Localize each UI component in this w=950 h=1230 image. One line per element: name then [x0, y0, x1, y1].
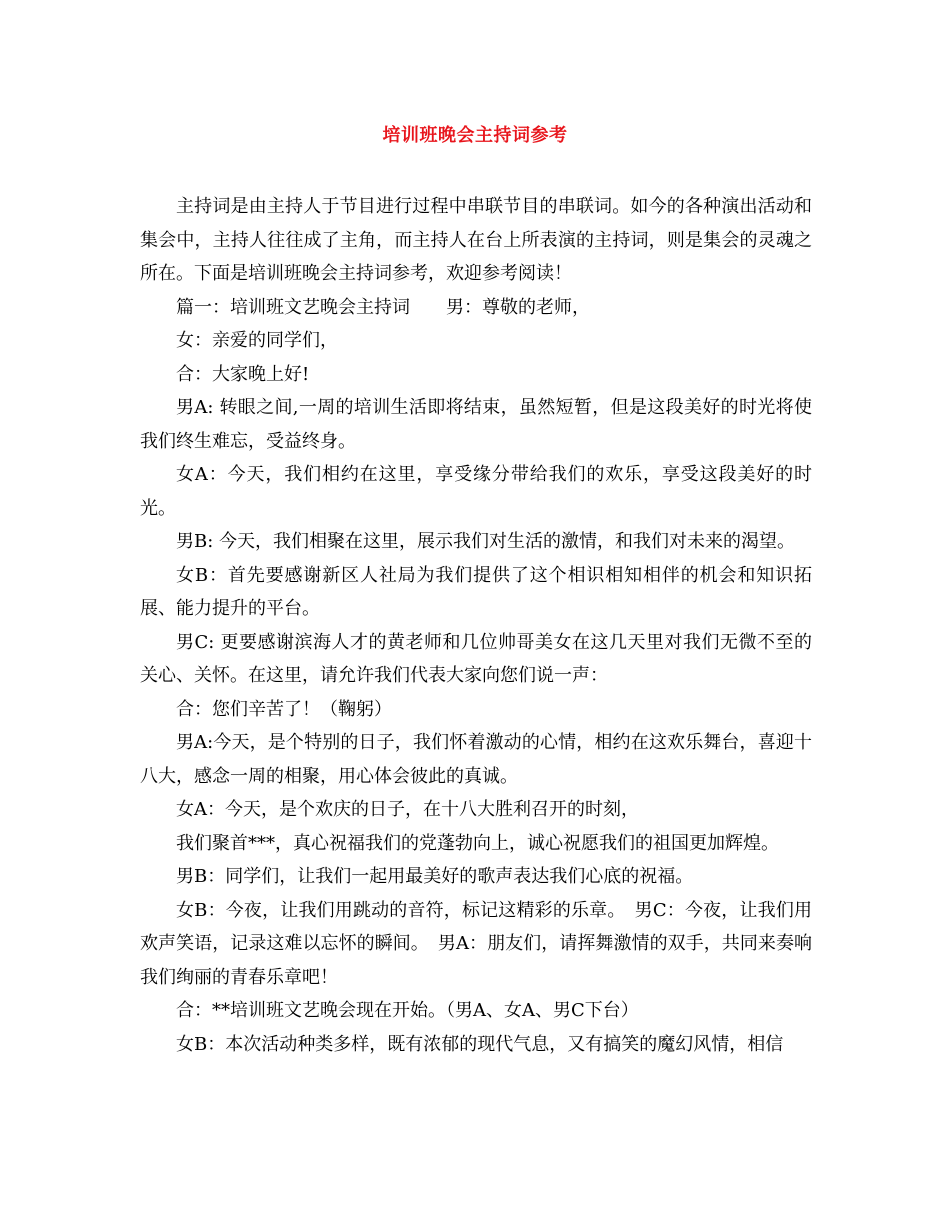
- paragraph: 篇一：培训班文艺晚会主持词 男：尊敬的老师，: [176, 296, 590, 318]
- paragraph: 女：亲爱的同学们，: [176, 330, 338, 351]
- document-title: 培训班晚会主持词参考: [382, 125, 568, 146]
- paragraph: 女B：首先要感谢新区人社局为我们提供了这个相识相知相伴的机会和知识拓展、能力提升的平台。: [140, 564, 812, 619]
- paragraph-intro: 主持词是由主持人于节目进行过程中串联节目的串联词。如今的各种演出活动和集会中，主持人往往成了主角，而主持人在台上所表演的主持词，则是集会的灵魂之所在。下面是培训班晚会主持词参考，欢迎参考阅读！: [140, 196, 812, 284]
- document-body: [140, 190, 812, 1061]
- paragraph: 男B: 今天，我们相聚在这里，展示我们对生活的激情，和我们对未来的渴望。: [176, 531, 796, 552]
- paragraph: 女B：本次活动种类多样，既有浓郁的现代气息，又有搞笑的魔幻风情，相信: [176, 1033, 784, 1055]
- paragraph: 男B：同学们，让我们一起用最美好的歌声表达我们心底的祝福。: [176, 866, 694, 887]
- paragraph: 女B：今夜，让我们用跳动的音符，标记这精彩的乐章。 男C：今夜，让我们用欢声笑语，记录这难以忘怀的瞬间。 男A：朋友们，请挥舞激情的双手，共同来奏响我们绚丽的青春乐章吧！: [140, 899, 812, 988]
- paragraph: 合：大家晚上好!: [176, 363, 310, 385]
- paragraph: 合：您们辛苦了！（鞠躬）: [176, 698, 392, 720]
- paragraph: 男A:今天，是个特别的日子，我们怀着激动的心情，相约在这欢乐舞台，喜迎十八大，感念一周的相聚，用心体会彼此的真诚。: [140, 732, 812, 787]
- paragraph: 女A：今天，我们相约在这里，享受缘分带给我们的欢乐，享受这段美好的时光。: [140, 464, 812, 519]
- paragraph: 男A: 转眼之间,一周的培训生活即将结束，虽然短暂，但是这段美好的时光将使我们终生难忘，受益终身。: [140, 397, 812, 452]
- paragraph: 我们聚首***，真心祝福我们的党蓬勃向上，诚心祝愿我们的祖国更加辉煌。: [176, 832, 779, 854]
- paragraph: 女A：今天，是个欢庆的日子，在十八大胜利召开的时刻，: [176, 799, 639, 820]
- paragraph: 男C: 更要感谢滨海人才的黄老师和几位帅哥美女在这几天里对我们无微不至的关心、关怀。在这里，请允许我们代表大家向您们说一声：: [140, 631, 812, 686]
- paragraph: 合：**培训班文艺晚会现在开始。（男A、女A、男C下台）: [176, 1000, 639, 1021]
